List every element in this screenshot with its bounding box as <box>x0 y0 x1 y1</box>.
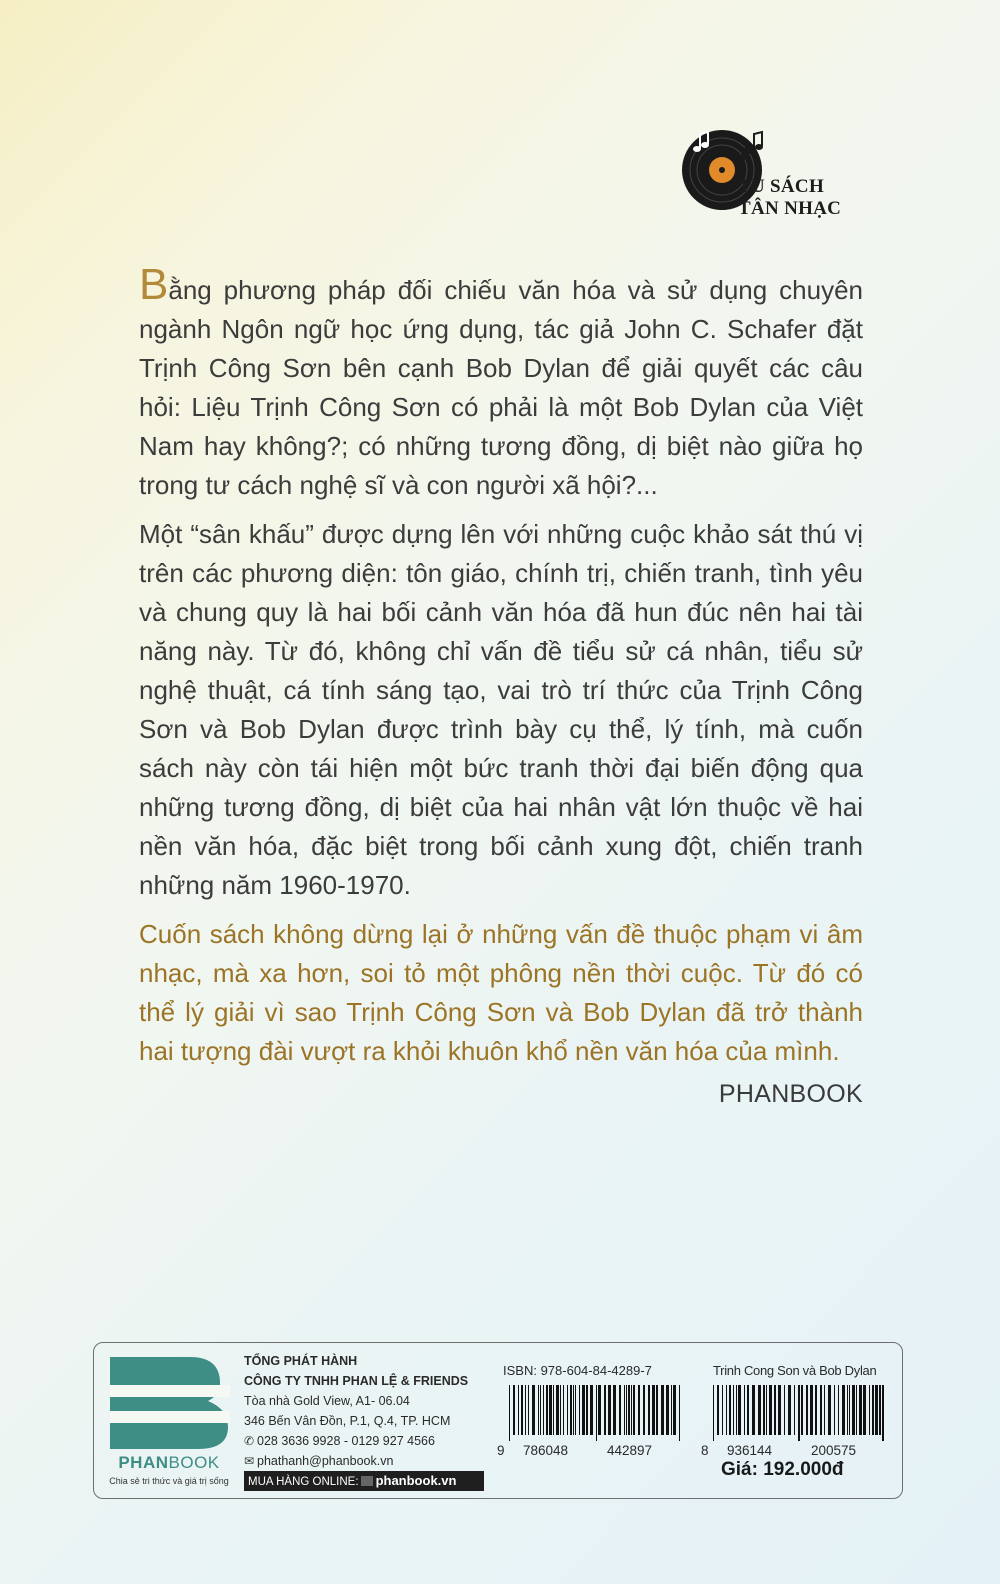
barcode-bar <box>575 1385 576 1435</box>
barcode-bar <box>856 1385 857 1435</box>
barcode-bar <box>573 1385 574 1435</box>
barcode-bar <box>518 1385 519 1435</box>
series-title-line1: TỦ SÁCH <box>738 176 825 197</box>
barcode-bar <box>556 1385 559 1435</box>
barcode-bar <box>798 1385 800 1441</box>
cursor-icon <box>361 1476 373 1486</box>
barcode-bar <box>628 1385 630 1435</box>
phone-number: 028 3636 9928 - 0129 927 4566 <box>257 1434 435 1448</box>
barcode-bar <box>806 1385 808 1435</box>
barcode-bar <box>766 1385 767 1435</box>
isbn-barcode <box>505 1385 685 1441</box>
barcode-bar <box>769 1385 772 1435</box>
barcode-bar <box>679 1385 680 1441</box>
barcode-bar <box>525 1385 526 1435</box>
price: Giá: 192.000đ <box>721 1459 844 1480</box>
barcode-bar <box>590 1385 593 1435</box>
barcode-bar <box>648 1385 650 1435</box>
barcode-bar <box>758 1385 761 1435</box>
barcode-bar <box>810 1385 813 1435</box>
isbn-digit-lead: 9 <box>497 1443 505 1458</box>
drop-cap: B <box>139 260 169 309</box>
series-title <box>738 176 841 220</box>
barcode-bar <box>726 1385 727 1435</box>
barcode-bar <box>738 1385 741 1435</box>
barcode-bar <box>513 1385 515 1435</box>
barcode-bar <box>543 1385 544 1435</box>
isbn-digit-group-2: 442897 <box>607 1443 653 1458</box>
publisher-wordmark <box>104 1453 234 1473</box>
barcode-bar <box>631 1385 632 1435</box>
barcode-bar <box>794 1385 795 1435</box>
mail-icon: ✉ <box>244 1454 255 1468</box>
barcode-bar <box>847 1385 848 1435</box>
barcode-bar <box>619 1385 621 1435</box>
wordmark-bold: PHAN <box>118 1453 169 1472</box>
barcode-bar <box>560 1385 561 1435</box>
paragraph-2: Một “sân khấu” được dựng lên với những cuộc khảo sát thú vị trên các phương diện: tôn giáo, chính trị, chiến tranh, tình yêu và chung quy là hai bối cảnh văn hóa đã hun đúc nên hai tài năng này. Từ đó, không chỉ vấn đề tiểu sử cá nhân, tiểu sử nghệ thuật, cá tính sáng tạo, vai trò trí thức của Trịnh Công Sơn và Bob Dylan được trình bày cụ thể, lý tính, mà cuốn sách này còn tái hiện một bức tranh thời đại biến động qua những tương đồng, dị biệt của hai nhân vật lớn thuộc về hai nền văn hóa, đặc biệt trong bối cảnh xung đột, chiến tranh những năm 1960-1970. <box>139 519 863 900</box>
barcode-bar <box>570 1385 572 1435</box>
paragraph-1 <box>139 260 863 505</box>
barcode-bar <box>879 1385 881 1435</box>
barcode-bar <box>713 1385 714 1441</box>
barcode-bar <box>763 1385 765 1435</box>
barcode-bar <box>540 1385 541 1435</box>
barcode-bar <box>834 1385 835 1435</box>
barcode-bar <box>824 1385 825 1435</box>
barcode-bar <box>838 1385 839 1435</box>
barcode-bar <box>582 1385 585 1435</box>
wordmark-light: BOOK <box>168 1453 220 1472</box>
barcode-bar <box>747 1385 749 1435</box>
barcode-bar <box>538 1385 539 1435</box>
barcode-bar <box>849 1385 850 1435</box>
phone-line <box>244 1431 494 1451</box>
barcode-bar <box>717 1385 719 1435</box>
isbn-label: ISBN: 978-604-84-4289-7 <box>503 1363 652 1378</box>
barcode-bar <box>828 1385 831 1435</box>
barcode-bar <box>598 1385 601 1435</box>
barcode-bar <box>778 1385 781 1435</box>
distributor-info <box>244 1351 494 1471</box>
barcode-bar <box>671 1385 672 1435</box>
online-url: phanbook.vn <box>375 1473 457 1488</box>
barcode-bar <box>633 1385 635 1435</box>
barcode-bar <box>546 1385 548 1435</box>
barcode-title-label: Trinh Cong Son và Bob Dylan <box>713 1363 877 1378</box>
barcode-bar <box>875 1385 878 1435</box>
barcode-bar <box>586 1385 588 1435</box>
barcode-bar <box>613 1385 616 1435</box>
barcode-bar <box>869 1385 870 1435</box>
isbn-digit-group-1: 786048 <box>523 1443 569 1458</box>
barcode-bar <box>549 1385 552 1435</box>
barcode-bar <box>882 1385 884 1441</box>
barcode-bar <box>774 1385 776 1435</box>
publisher-logo <box>104 1353 234 1489</box>
barcode-area <box>497 1351 897 1491</box>
paragraph-3: Cuốn sách không dừng lại ở những vấn đề thuộc phạm vi âm nhạc, mà xa hơn, soi tỏ một phông nền thời cuộc. Từ đó có thể lý giải vì sao Trịnh Công Sơn và Bob Dylan đã trở thành hai tượng đài vượt ra khỏi khuôn khổ nền văn hóa của mình. <box>139 919 863 1066</box>
barcode-bar <box>863 1385 866 1435</box>
company-name: CÔNG TY TNHH PHAN LỆ & FRIENDS <box>244 1374 469 1388</box>
barcode-bar <box>567 1385 568 1435</box>
barcode-bar <box>744 1385 745 1435</box>
barcode-bar <box>661 1385 664 1435</box>
phanbook-logo-icon <box>104 1353 234 1453</box>
barcode-bar <box>788 1385 791 1435</box>
barcode-bar <box>626 1385 627 1435</box>
barcode-bar <box>624 1385 625 1435</box>
barcode-bar <box>872 1385 874 1435</box>
price-digit-lead: 8 <box>701 1443 709 1458</box>
barcode-bar <box>509 1385 510 1441</box>
price-barcode <box>709 1385 889 1441</box>
publisher-info-box <box>93 1342 903 1499</box>
barcode-bar <box>752 1385 755 1435</box>
barcode-bar <box>733 1385 734 1435</box>
back-cover-text <box>139 260 863 1081</box>
paragraph-1-text: ằng phương pháp đối chiếu văn hóa và sử dụng chuyên ngành Ngôn ngữ học ứng dụng, tác giả John C. Schafer đặt Trịnh Công Sơn bên cạnh Bob Dylan để giải quyết các câu hỏi: Liệu Trịnh Công Sơn có phải là một Bob Dylan của Việt Nam hay không?; có những tương đồng, dị biệt nào giữa họ trong tư cách nghệ sĩ và con người xã hội?... <box>139 275 863 500</box>
series-logo <box>680 130 880 230</box>
barcode-bar <box>563 1385 564 1435</box>
barcode-bar <box>801 1385 803 1435</box>
barcode-bar <box>553 1385 554 1435</box>
address-line-1: Tòa nhà Gold View, A1- 06.04 <box>244 1394 410 1408</box>
barcode-bar <box>579 1385 580 1435</box>
price-digit-group-2: 200575 <box>811 1443 857 1458</box>
barcode-bar <box>652 1385 655 1435</box>
price-digit-group-1: 936144 <box>727 1443 773 1458</box>
series-title-line2: TÂN NHẠC <box>738 198 842 219</box>
barcode-bar <box>528 1385 529 1435</box>
online-shop-banner <box>244 1471 484 1491</box>
barcode-bar <box>859 1385 862 1435</box>
barcode-bar <box>608 1385 611 1435</box>
barcode-bar <box>736 1385 737 1435</box>
barcode-bar <box>638 1385 640 1435</box>
barcode-bar <box>656 1385 658 1435</box>
barcode-bar <box>666 1385 669 1435</box>
barcode-bar <box>643 1385 645 1435</box>
email-line <box>244 1451 494 1471</box>
phone-icon: ✆ <box>244 1434 255 1448</box>
barcode-bar <box>820 1385 822 1435</box>
barcode-bar <box>596 1385 597 1441</box>
publisher-tagline: Chia sẻ tri thức và giá trị sống <box>109 1476 229 1486</box>
barcode-bar <box>729 1385 731 1435</box>
barcode-bar <box>521 1385 523 1435</box>
barcode-bar <box>784 1385 785 1435</box>
distributor-title: TỔNG PHÁT HÀNH <box>244 1354 358 1368</box>
barcode-bar <box>842 1385 845 1435</box>
online-label: MUA HÀNG ONLINE: <box>248 1476 359 1488</box>
barcode-bar <box>852 1385 855 1435</box>
signature: PHANBOOK <box>718 1080 863 1108</box>
barcode-bar <box>604 1385 606 1435</box>
email-address: phathanh@phanbook.vn <box>257 1454 394 1468</box>
address-line-2: 346 Bến Vân Đồn, P.1, Q.4, TP. HCM <box>244 1414 451 1428</box>
barcode-bar <box>722 1385 723 1435</box>
barcode-bar <box>673 1385 676 1435</box>
barcode-bar <box>815 1385 817 1435</box>
barcode-bar <box>532 1385 535 1435</box>
